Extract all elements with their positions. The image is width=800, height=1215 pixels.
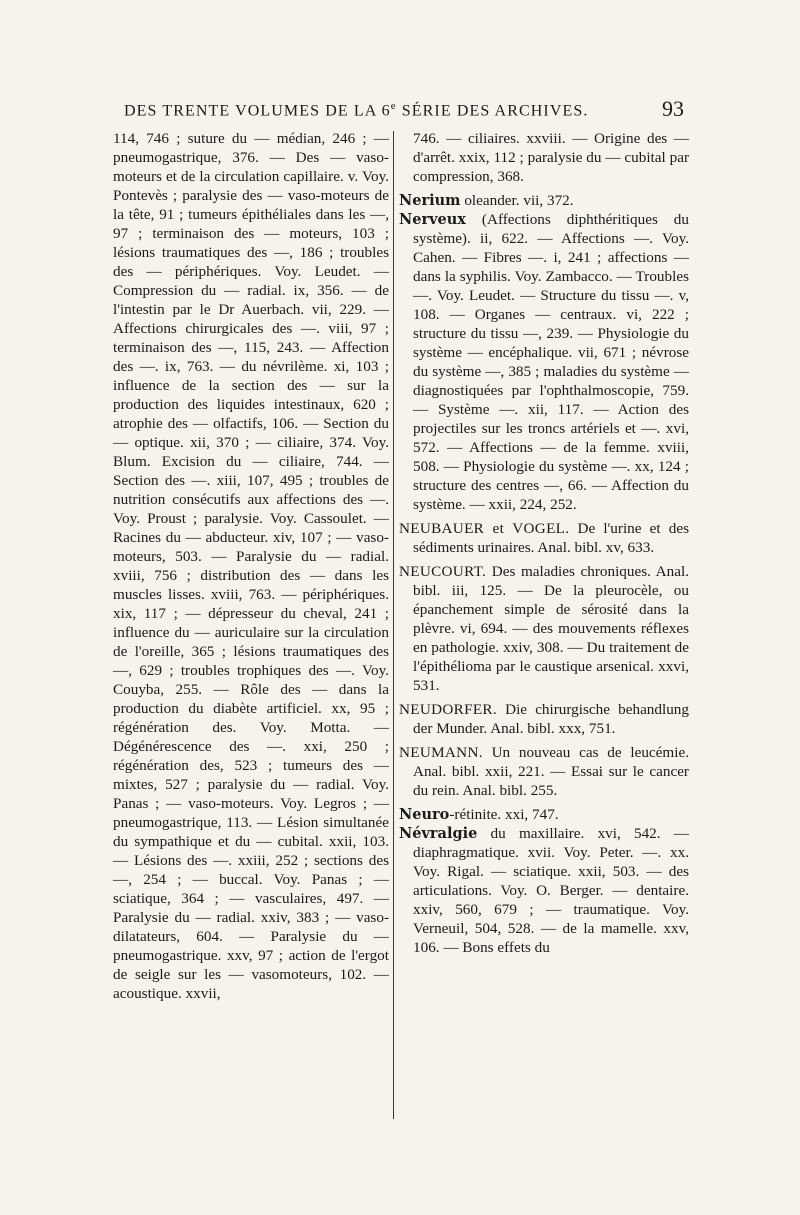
entry-text: du maxillaire. xvi, 542. — diaphragmatique. xvii. Voy. Peter. —. xx. Voy. Rigal. — sciatique. xxii, 503. — des articulations. Voy. O. Berger. — dentaire. xxiv, 560, 679 ; — traumatique. Voy. Verneuil, 504, 528. — de la mamelle. xxv, 106. — Bons effets du bbox=[413, 825, 689, 956]
headword: NEUCOURT. bbox=[399, 563, 487, 580]
entry-text: Des maladies chroniques. Anal. bibl. iii, 125. — De la pleurocèle, ou épanchement simple de sérosité dans la plèvre. vi, 694. — des mouvements réflexes en pathologie. xxiv, 308. — Du traitement de l'épithélioma par le caustique arsenical. xxvi, 531. bbox=[413, 563, 689, 694]
left-column-text: 114, 746 ; suture du — médian, 246 ; — pneumogastrique, 376. — Des — vaso-moteurs et de la circulation capillaire. v. Voy. Pontevès ; paralysie des — vaso-moteurs de la tête, 91 ; tumeurs épithéliales dans les —, 97 ; terminaison des — moteurs, 103 ; lésions traumatiques des —, 186 ; troubles des — périphériques. Voy. Leudet. — Compression du — radial. ix, 356. — de l'intestin par le Dr Auerbach. vii, 229. — Affections chirurgicales des —. viii, 97 ; terminaison des —, 115, 243. — Affection des —. ix, 763. — du névrilème. xi, 103 ; influence de la section des — sur la production des liquides intestinaux, 620 ; atrophie des — olfactifs, 106. — Section du — optique. xii, 370 ; — ciliaire, 374. Voy. Blum. Excision du — ciliaire, 744. — Section des —. xiii, 107, 495 ; troubles de nutrition consécutifs aux affections des —. Voy. Proust ; paralysie. Voy. Cassoulet. — Racines du — abducteur. xiv, 107 ; — vaso-moteurs, 503. — Paralysie du — radial. xviii, 756 ; distribution des — dans les muscles lisses. xviii, 763. — périphériques. xix, 117 ; — dépresseur du cheval, 241 ; influence du — auriculaire sur la circulation de l'oreille, 365 ; lésions traumatiques des —, 629 ; troubles trophiques des —. Voy. Couyba, 255. — Rôle des — dans la production du diabète artificiel. xx, 95 ; régénération des. Voy. Motta. — Dégénérescence des —. xxi, 250 ; régénération des, 523 ; tumeurs des — mixtes, 527 ; paralysie du — radial. Voy. Panas ; — vaso-moteurs. Voy. Legros ; — pneumogastrique, 113. — Lésion simultanée du sympathique et du — cubital. xxii, 103. — Lésions des —. xxiii, 252 ; sections des —, 254 ; — buccal. Voy. Panas ; — sciatique, 364 ; — vasculaires, 497. — Paralysie du — radial. xxiv, 383 ; — vaso-dilatateurs, 604. — Paralysie du — pneumogastrique. xxv, 97 ; action de l'ergot de seigle sur les — vasomoteurs, 102. — acoustique. xxvii, bbox=[113, 130, 389, 1002]
index-entry-neuro-retinite bbox=[399, 805, 689, 824]
running-title bbox=[124, 100, 588, 120]
running-title-post: SÉRIE DES ARCHIVES. bbox=[396, 102, 589, 120]
page-number: 93 bbox=[662, 96, 684, 121]
entry-text: Die chirurgische behandlung der Munder. Anal. bibl. xxx, 751. bbox=[413, 701, 689, 737]
right-column bbox=[399, 129, 689, 957]
entry-text: (Affections diphthéritiques du système). ii, 622. — Affections —. Voy. Cahen. — Fibres —. i, 241 ; affections — dans la syphilis. Voy. Zambacco. — Troubles —. Voy. Leudet. — Structure du tissu —. v, 108. — Organes — centraux. vi, 222 ; structure du tissu —, 239. — Physiologie du système — encéphalique. vii, 671 ; névrose du système —, 385 ; maladies du système — diagnostiquées par l'ophthalmoscopie, 759. — Système —. xii, 117. — Action des projectiles sur les troncs artériels et —. xvi, 572. — Affections — de la femme. xviii, 508. — Physiologie du système —. xx, 124 ; structure des centres —, 66. — Affection du système. — xxii, 224, 252. bbox=[413, 211, 689, 513]
headword: NEUDORFER. bbox=[399, 701, 497, 718]
headword: NEUMANN. bbox=[399, 744, 483, 761]
running-title-pre: DES TRENTE VOLUMES DE LA 6 bbox=[124, 102, 391, 120]
running-title-sup: e bbox=[390, 100, 397, 112]
headword: Nerium bbox=[399, 192, 461, 209]
continuation-entry: 746. — ciliaires. xxviii. — Origine des — d'arrêt. xxix, 112 ; paralysie du — cubital par compression, 368. bbox=[413, 130, 689, 185]
headword: Nerveux bbox=[399, 211, 466, 228]
entry-text: De l'urine et des sédiments urinaires. Anal. bibl. xv, 633. bbox=[413, 520, 689, 556]
index-entry-neucourt bbox=[399, 562, 689, 695]
headword: Névralgie bbox=[399, 825, 478, 842]
index-entry-neumann bbox=[399, 743, 689, 800]
index-entry-nerveux bbox=[399, 210, 689, 514]
running-header bbox=[124, 96, 684, 124]
entry-text: oleander. vii, 372. bbox=[460, 192, 574, 209]
index-entry-neudorfer bbox=[399, 700, 689, 738]
column-divider bbox=[393, 131, 394, 1119]
entry-text: -rétinite. xxi, 747. bbox=[449, 806, 559, 823]
index-entry-nevralgie bbox=[399, 824, 689, 957]
index-entry-nerium bbox=[399, 191, 689, 210]
index-entry-neubauer bbox=[399, 519, 689, 557]
left-column bbox=[113, 129, 389, 1003]
headword: NEUBAUER et VOGEL. bbox=[399, 520, 570, 537]
headword: Neuro bbox=[399, 806, 450, 823]
entry-text: Un nouveau cas de leucémie. Anal. bibl. xxii, 221. — Essai sur le cancer du rein. Anal. bibl. 255. bbox=[413, 744, 689, 799]
